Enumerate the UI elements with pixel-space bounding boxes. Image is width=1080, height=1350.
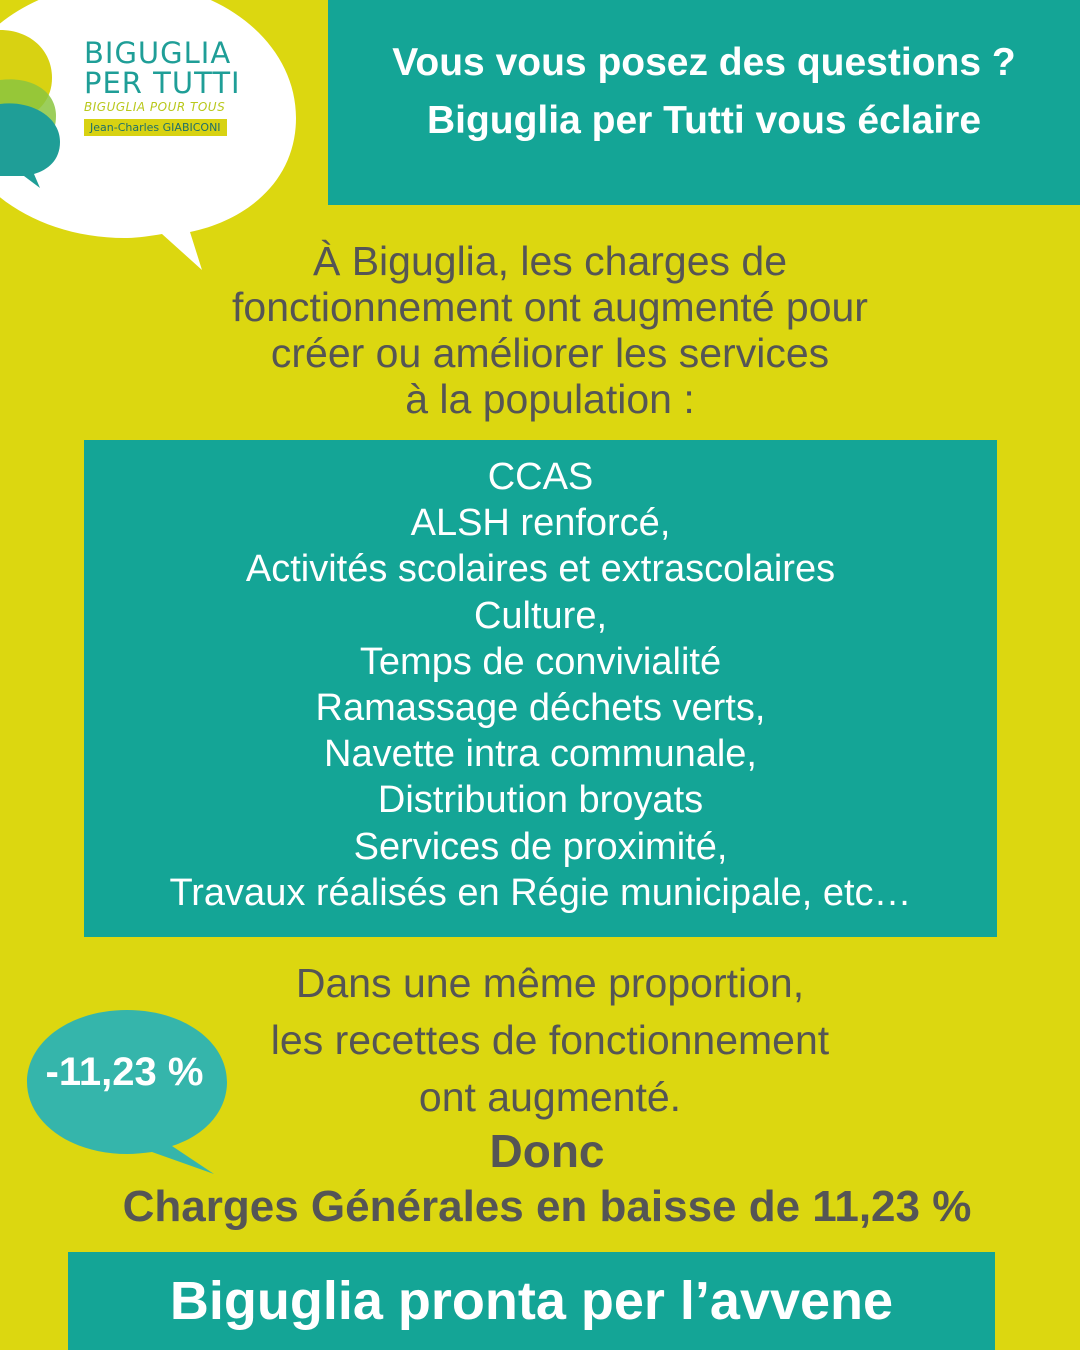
logo-title-line2: PER TUTTI [84,66,241,100]
service-item: Navette intra communale, [324,733,757,776]
logo-name-badge: Jean-Charles GIABICONI [84,119,227,136]
proportion-text [200,955,900,1126]
proportion-line: ont augmenté. [418,1074,682,1120]
service-item: Distribution broyats [377,779,704,822]
proportion-line: les recettes de fonctionnement [270,1017,830,1063]
service-item: CCAS [487,456,594,498]
conclusion-text: Charges Générales en baisse de 11,23 % [122,1182,972,1231]
intro-line: À Biguglia, les charges de [312,238,788,284]
service-item: Travaux réalisés en Régie municipale, etc… [169,871,912,914]
proportion-line: Dans une même proportion, [295,960,805,1006]
service-item: Services de proximité, [353,825,728,868]
service-item: Temps de convivialité [359,640,722,683]
intro-line: créer ou améliorer les services [270,330,830,376]
intro-line: à la population : [405,376,695,422]
intro-line: fonctionnement ont augmenté pour [232,284,868,330]
services-list [84,440,997,937]
donc-text: Donc [489,1125,605,1177]
service-item: ALSH renforcé, [410,502,671,545]
logo-subtitle: BIGUGLIA POUR TOUS [84,100,226,114]
service-item: Culture, [473,594,608,637]
service-item: Activités scolaires et extrascolaires [245,548,836,591]
percentage-badge: -11,23 % [45,1050,204,1094]
logo-icon [0,20,80,190]
logo-title-line1: BIGUGLIA [84,36,232,70]
intro-text [130,238,970,422]
logo [84,38,284,136]
service-item: Ramassage déchets verts, [315,687,766,730]
header-line-2: Biguglia per Tutti vous éclaire [426,99,982,142]
header-banner [328,0,1080,205]
footer-banner: Biguglia pronta per l’avvene [68,1252,995,1350]
header-line-1: Vous vous posez des questions ? [392,41,1016,84]
